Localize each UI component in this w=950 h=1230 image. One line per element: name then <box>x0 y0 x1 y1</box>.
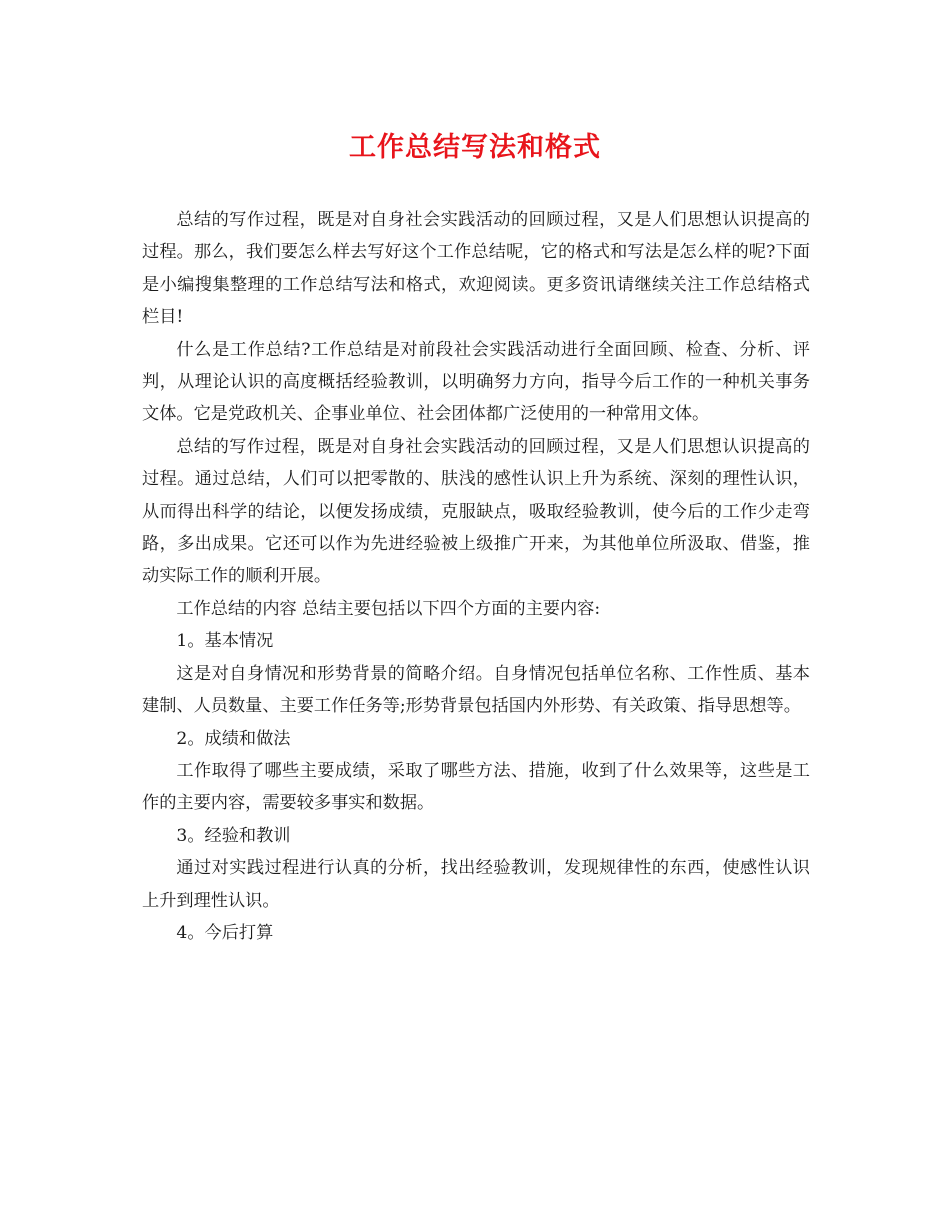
section-heading-future-plans: 4。今后打算 <box>176 922 274 943</box>
paragraph-lessons: 通过对实践过程进行认真的分析，找出经验教训，发现规律性的东西，使感性认识上升到理性认识。 <box>142 858 810 911</box>
document-body <box>142 204 810 949</box>
paragraph-content-overview: 工作总结的内容 总结主要包括以下四个方面的主要内容: <box>176 598 601 619</box>
paragraph-intro: 总结的写作过程，既是对自身社会实践活动的回顾过程，又是人们思想认识提高的过程。那么，我们要怎么样去写好这个工作总结呢，它的格式和写法是怎么样的呢?下面是小编搜集整理的工作总结写法和格式，欢迎阅读。更多资讯请继续关注工作总结格式栏目! <box>142 210 810 328</box>
paragraph-basic-situation: 这是对自身情况和形势背景的简略介绍。自身情况包括单位名称、工作性质、基本建制、人员数量、主要工作任务等;形势背景包括国内外形势、有关政策、指导思想等。 <box>142 663 810 717</box>
paragraph-purpose: 总结的写作过程，既是对自身社会实践活动的回顾过程，又是人们思想认识提高的过程。通过总结，人们可以把零散的、肤浅的感性认识上升为系统、深刻的理性认识，从而得出科学的结论，以便发扬成绩，克服缺点，吸取经验教训，使今后的工作少走弯路，多出成果。它还可以作为先进经验被上级推广开来，为其他单位所汲取、借鉴，推动实际工作的顺利开展。 <box>142 436 810 587</box>
section-heading-basic-situation: 1。基本情况 <box>176 631 274 652</box>
document-title: 工作总结写法和格式 <box>349 132 601 163</box>
section-heading-lessons: 3。经验和教训 <box>176 825 291 846</box>
paragraph-achievements: 工作取得了哪些主要成绩，采取了哪些方法、措施，收到了什么效果等，这些是工作的主要内容，需要较多事实和数据。 <box>142 760 810 814</box>
section-heading-achievements: 2。成绩和做法 <box>176 728 291 749</box>
paragraph-definition: 什么是工作总结?工作总结是对前段社会实践活动进行全面回顾、检查、分析、评判，从理论认识的高度概括经验教训，以明确努力方向，指导今后工作的一种机关事务文体。它是党政机关、企事业单位、社会团体都广泛使用的一种常用文体。 <box>142 339 810 425</box>
